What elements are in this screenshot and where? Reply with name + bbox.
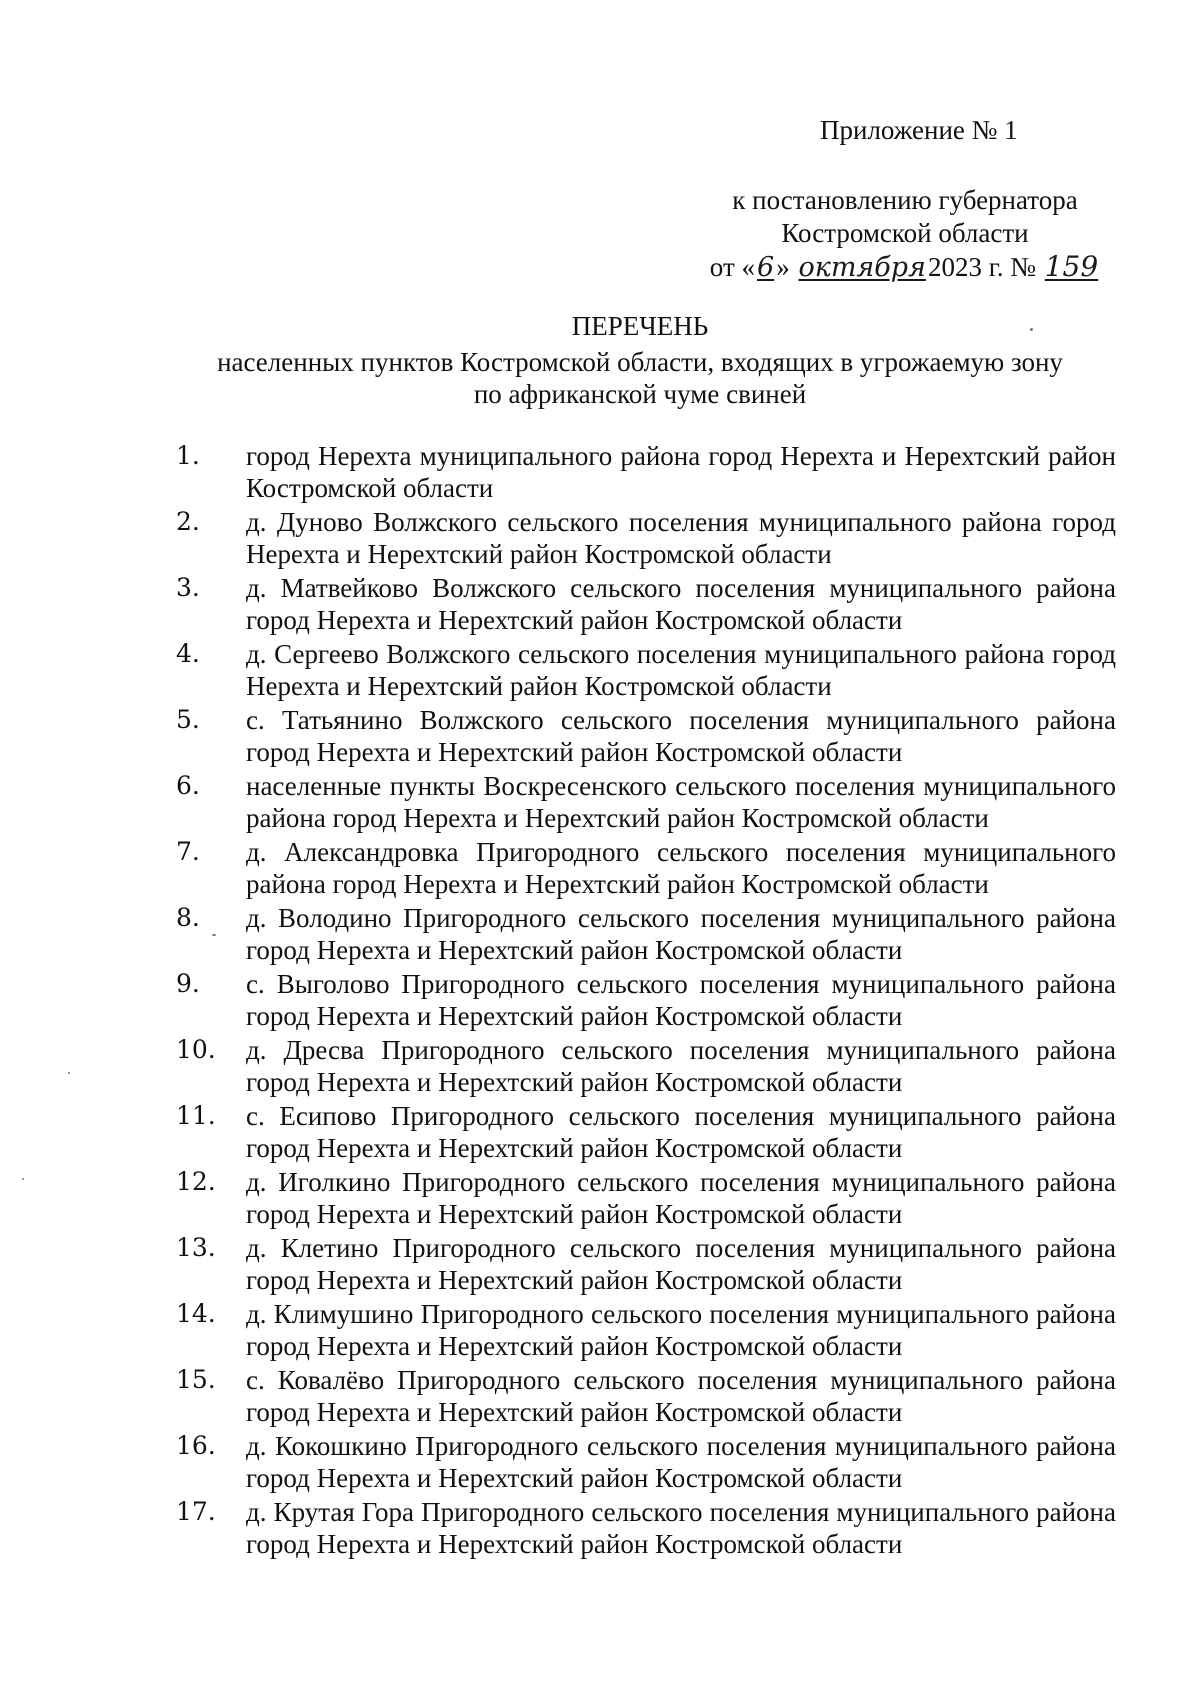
item-number: 2. — [176, 507, 200, 536]
item-text: д. Клетино Пригородного сельского поселения муниципального района город Нерехта и Нерехтский район Костромской области — [246, 1233, 1116, 1295]
list-item — [176, 1100, 1116, 1164]
item-number: 6. — [176, 771, 200, 800]
settlement-list — [176, 440, 1116, 1562]
item-number: 16. — [176, 1431, 216, 1460]
list-item — [176, 968, 1116, 1032]
item-number: 14. — [176, 1299, 216, 1328]
list-item — [176, 770, 1116, 834]
list-item — [176, 1298, 1116, 1362]
item-text: город Нерехта муниципального района город Нерехта и Нерехтский район Костромской области — [246, 441, 1116, 503]
scan-speck — [22, 1178, 24, 1180]
title-line-2: по африканской чуме свиней — [473, 379, 807, 409]
item-number: 4. — [176, 639, 200, 668]
item-text: с. Есипово Пригородного сельского поселения муниципального района город Нерехта и Нерехтский район Костромской области — [246, 1101, 1116, 1163]
item-text: с. Татьянино Волжского сельского поселения муниципального района город Нерехта и Нерехтский район Костромской области — [246, 705, 1116, 767]
decree-line-1: к постановлению губернатора — [732, 185, 1078, 215]
list-item — [176, 1430, 1116, 1494]
year-suffix: 2023 г. № — [927, 252, 1043, 282]
item-number: 10. — [176, 1035, 216, 1064]
quote-close: » — [776, 252, 797, 282]
item-text: д. Климушино Пригородного сельского поселения муниципального района город Нерехта и Нерехтский район Костромской области — [246, 1299, 1116, 1361]
scan-speck — [1030, 328, 1033, 331]
list-item — [176, 440, 1116, 504]
date-prefix: от « — [709, 252, 755, 282]
list-item — [176, 1364, 1116, 1428]
title-line-1: населенных пунктов Костромской области, входящих в угрожаемую зону — [217, 347, 1063, 377]
title-heading: ПЕРЕЧЕНЬ — [571, 311, 709, 341]
item-number: 8. — [176, 903, 200, 932]
item-text: населенные пункты Воскресенского сельского поселения муниципального района город Нерехта и Нерехтский район Костромской области — [246, 771, 1116, 833]
list-item — [176, 704, 1116, 768]
decree-reference — [700, 184, 1110, 284]
item-number: 5. — [176, 705, 200, 734]
handwritten-month: октября — [798, 252, 926, 283]
item-text: д. Дресва Пригородного сельского поселения муниципального района город Нерехта и Нерехтский район Костромской области — [246, 1035, 1116, 1097]
item-number: 9. — [176, 969, 200, 998]
list-item — [176, 1034, 1116, 1098]
item-number: 11. — [176, 1101, 216, 1130]
list-item — [176, 1166, 1116, 1230]
item-text: д. Кокошкино Пригородного сельского поселения муниципального района город Нерехта и Нерехтский район Костромской области — [246, 1431, 1116, 1493]
item-number: 12. — [176, 1167, 216, 1196]
scan-speck — [212, 934, 216, 936]
list-item — [176, 506, 1116, 570]
item-text: д. Володино Пригородного сельского поселения муниципального района город Нерехта и Нерехтский район Костромской области — [246, 903, 1116, 965]
decree-line-2: Костромской области — [781, 218, 1029, 248]
item-text: д. Иголкино Пригородного сельского поселения муниципального района город Нерехта и Нерехтский район Костромской области — [246, 1167, 1116, 1229]
item-number: 3. — [176, 573, 200, 602]
handwritten-day: 6 — [757, 252, 775, 283]
item-number: 15. — [176, 1365, 216, 1394]
appendix-label: Приложение № 1 — [820, 115, 1018, 145]
list-item — [176, 638, 1116, 702]
item-number: 1. — [176, 441, 200, 470]
list-item — [176, 1496, 1116, 1560]
item-number: 17. — [176, 1497, 216, 1526]
item-text: д. Матвейково Волжского сельского поселения муниципального района город Нерехта и Нерехтский район Костромской области — [246, 573, 1116, 635]
list-item — [176, 572, 1116, 636]
item-text: с. Ковалёво Пригородного сельского поселения муниципального района город Нерехта и Нерехтский район Костромской области — [246, 1365, 1116, 1427]
item-text: д. Сергеево Волжского сельского поселения муниципального района город Нерехта и Нерехтский район Костромской области — [246, 639, 1116, 701]
document-title — [160, 310, 1120, 410]
list-item — [176, 1232, 1116, 1296]
list-item — [176, 902, 1116, 966]
item-text: д. Дуново Волжского сельского поселения муниципального района город Нерехта и Нерехтский район Костромской области — [246, 507, 1116, 569]
scan-speck — [68, 1072, 70, 1074]
item-text: д. Крутая Гора Пригородного сельского поселения муниципального района город Нерехта и Нерехтский район Костромской области — [246, 1497, 1116, 1559]
item-number: 13. — [176, 1233, 216, 1262]
list-item — [176, 836, 1116, 900]
decree-date-line — [700, 250, 1110, 284]
handwritten-decree-number: 159 — [1044, 250, 1099, 283]
item-text: д. Александровка Пригородного сельского поселения муниципального района город Нерехта и Нерехтский район Костромской области — [246, 837, 1116, 899]
item-text: с. Выголово Пригородного сельского поселения муниципального района город Нерехта и Нерехтский район Костромской области — [246, 969, 1116, 1031]
item-number: 7. — [176, 837, 200, 866]
